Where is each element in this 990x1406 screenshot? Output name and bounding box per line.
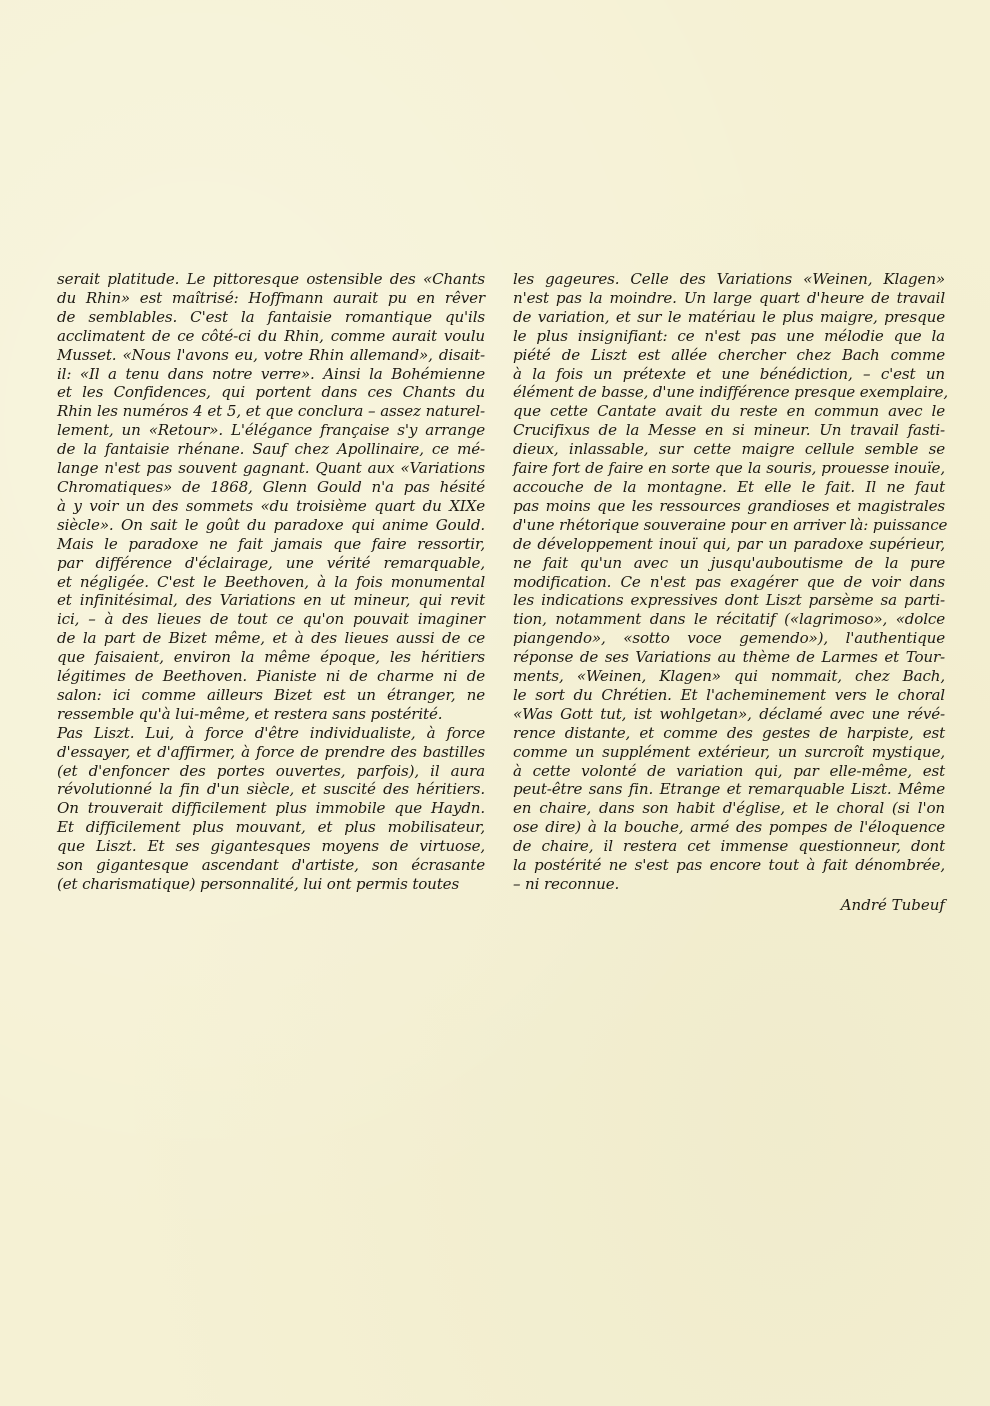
text-line: comme un supplément extérieur, un surcroît mystique, (513, 742, 945, 761)
text-line: salon: ici comme ailleurs Bizet est un étranger, ne (57, 685, 485, 704)
article-left-column (57, 270, 485, 894)
text-line: il: «Il a tenu dans notre verre». Ainsi la Bohémienne (57, 364, 485, 383)
text-line: – ni reconnue. (513, 875, 620, 893)
text-line: élément de basse, d'une indifférence presque exemplaire, (513, 383, 948, 402)
text-line: de semblables. C'est la fantaisie romantique qu'ils (57, 307, 485, 326)
text-line: Crucifixus de la Messe en si mineur. Un travail fasti- (513, 421, 945, 440)
text-line: modification. Ce n'est pas exagérer que de voir dans (513, 572, 945, 591)
text-line: ments, «Weinen, Klagen» qui nommait, chez Bach, (513, 667, 945, 686)
text-line: de variation, et sur le matériau le plus maigre, presque (513, 307, 945, 326)
text-line: de chaire, il restera cet immense questionneur, dont (513, 837, 945, 856)
text-line: que faisaient, environ la même époque, les héritiers (57, 648, 485, 667)
text-line: à y voir un des sommets «du troisième quart du XIXe (57, 496, 485, 515)
text-line: accouche de la montagne. Et elle le fait. Il ne faut (513, 477, 945, 496)
text-line: légitimes de Beethoven. Pianiste ni de charme ni de (57, 667, 485, 686)
text-line: de la part de Bizet même, et à des lieues aussi de ce (57, 629, 485, 648)
text-line: à la fois un prétexte et une bénédiction, – c'est un (513, 364, 945, 383)
text-line: Mais le paradoxe ne fait jamais que faire ressortir, (57, 534, 485, 553)
text-line: et les Confidences, qui portent dans ces Chants du (57, 383, 485, 402)
text-line: ne fait qu'un avec un jusqu'auboutisme de la pure (513, 553, 945, 572)
text-line: d'essayer, et d'affirmer, à force de prendre des bastilles (57, 742, 485, 761)
text-line: par différence d'éclairage, une vérité remarquable, (57, 553, 485, 572)
text-line: les gageures. Celle des Variations «Weinen, Klagen» (513, 270, 945, 288)
text-line: que Liszt. Et ses gigantesques moyens de virtuose, (57, 837, 485, 856)
text-line: (et d'enfoncer des portes ouvertes, parfois), il aura (57, 761, 485, 780)
text-line: de la fantaisie rhénane. Sauf chez Apollinaire, ce mé- (57, 440, 485, 459)
text-line: les indications expressives dont Liszt parsème sa parti- (513, 591, 945, 610)
text-line: On trouverait difficilement plus immobile que Haydn. (57, 799, 485, 818)
text-line: ose dire) à la bouche, armé des pompes de l'éloquence (513, 818, 945, 837)
text-line: lange n'est pas souvent gagnant. Quant aux «Variations (57, 459, 485, 478)
text-line: et infinitésimal, des Variations en ut mineur, qui revit (57, 591, 485, 610)
text-line: que cette Cantate avait du reste en commun avec le (513, 402, 945, 421)
text-line: peut-être sans fin. Etrange et remarquable Liszt. Même (513, 780, 945, 799)
text-line: le sort du Chrétien. Et l'acheminement vers le choral (513, 685, 945, 704)
text-line: ici, – à des lieues de tout ce qu'on pouvait imaginer (57, 610, 485, 629)
text-line: et négligée. C'est le Beethoven, à la fois monumental (57, 572, 485, 591)
text-line: réponse de ses Variations au thème de Larmes et Tour- (513, 648, 945, 667)
text-line: acclimatent de ce côté-ci du Rhin, comme aurait voulu (57, 326, 485, 345)
text-line: tion, notamment dans le récitatif («lagrimoso», «dolce (513, 610, 945, 629)
text-line: serait platitude. Le pittoresque ostensible des «Chants (57, 270, 485, 288)
text-line: Chromatiques» de 1868, Glenn Gould n'a pas hésité (57, 477, 485, 496)
text-line: pas moins que les ressources grandioses et magistrales (513, 496, 945, 515)
text-line: faire fort de faire en sorte que la souris, prouesse inouïe, (513, 459, 945, 478)
author-signature: André Tubeuf (840, 896, 945, 914)
text-line: d'une rhétorique souveraine pour en arriver là: puissance (513, 515, 948, 534)
text-line: Et difficilement plus mouvant, et plus mobilisateur, (57, 818, 485, 837)
text-line: révolutionné la fin d'un siècle, et suscité des héritiers. (57, 780, 485, 799)
text-line: du Rhin» est maîtrisé: Hoffmann aurait pu en rêver (57, 288, 485, 307)
text-line: (et charismatique) personnalité, lui ont permis toutes (57, 875, 460, 893)
text-line: la postérité ne s'est pas encore tout à fait dénombrée, (513, 856, 945, 875)
text-line: le plus insignifiant: ce n'est pas une mélodie que la (513, 326, 945, 345)
text-line: Musset. «Nous l'avons eu, votre Rhin allemand», disait- (57, 345, 485, 364)
text-line: lement, un «Retour». L'élégance française s'y arrange (57, 421, 485, 440)
text-line: n'est pas la moindre. Un large quart d'heure de travail (513, 288, 945, 307)
text-line: piété de Liszt est allée chercher chez Bach comme (513, 345, 945, 364)
text-line: «Was Gott tut, ist wohlgetan», déclamé avec une révé- (513, 704, 945, 723)
text-line: rence distante, et comme des gestes de harpiste, est (513, 723, 945, 742)
text-line: ressemble qu'à lui-même, et restera sans postérité. (57, 704, 443, 723)
text-line: de développement inouï qui, par un paradoxe supérieur, (513, 534, 945, 553)
text-line: à cette volonté de variation qui, par elle-même, est (513, 761, 945, 780)
text-line: siècle». On sait le goût du paradoxe qui anime Gould. (57, 515, 485, 534)
text-line: Pas Liszt. Lui, à force d'être individualiste, à force (57, 723, 485, 742)
text-line: piangendo», «sotto voce gemendo»), l'authentique (513, 629, 945, 648)
text-line: son gigantesque ascendant d'artiste, son écrasante (57, 856, 485, 875)
text-line: dieux, inlassable, sur cette maigre cellule semble se (513, 440, 945, 459)
text-line: en chaire, dans son habit d'église, et le choral (si l'on (513, 799, 945, 818)
article-right-column (513, 270, 948, 894)
text-line: Rhin les numéros 4 et 5, et que conclura – assez naturel- (57, 402, 485, 421)
